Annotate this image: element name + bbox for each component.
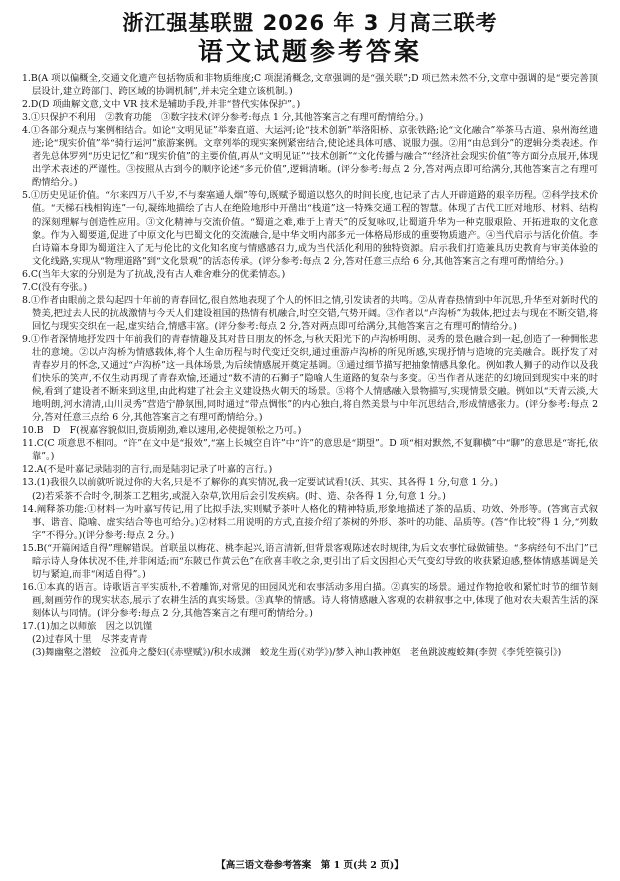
answer-text: B(“开篇闲适自得”理解错误。首联虽以梅花、桃李起兴,语言清新,但背景客观陈述农时规律,为后文农事忙碌做铺垫。“多病经句不出门”已暗示诗人身体状况不佳,并非闲适;而“东陂已作黄云色”在欣喜丰收之余,更引出了后文因担心天气变幻导致的收获紧迫感,整体情感基调是关切与紧迫,而非“闲适自得”。) xyxy=(32,542,598,580)
answer-number: 12. xyxy=(22,464,37,476)
document-title: 语文试题参考答案 xyxy=(197,37,422,66)
answer-number: 1. xyxy=(22,73,31,84)
answer-number: 10. xyxy=(22,425,37,437)
answer-item xyxy=(22,542,598,581)
answer-text: (1)加之以师旅 因之以饥馑 xyxy=(36,620,153,632)
answer-text: C(当年大家的分别是为了抗战,没有古人难舍难分的优柔情态。) xyxy=(30,268,286,280)
answer-text: D(D 项曲解文意,文中 VR 技术是辅助手段,并非“替代实体保护”。) xyxy=(30,99,301,111)
answer-text: ①本真的语言。诗歌语言平实质朴,不着雕饰,对常见的田园风光和农事活动多用白描。②真实的场景。通过作物抢收和紧忙时节的细节刻画,刻画劳作的现实状态,展示了农耕生活的真实场景。③真挚的情感。诗人将情感融入客观的农耕叙事之中,体现了他对农夫艰苦生活的深刻体认与同情。(评分参考:每点 2 分,其他答案言之有理可酌情给分。) xyxy=(32,581,598,619)
answer-text: (1)我很久以前就听说过你的大名,只是不了解你的真实情况,我一定要试试看!(沃、其实、其各得 1 分,句意 1 分。) xyxy=(36,477,498,489)
answer-text: 阐释茶功能:①材料一为叶嘉写传记,用了比拟手法,实则赋予茶叶人格化的精神特质,形象地描述了茶的品质、功效、外形等。(答寓言式叙事、谐音、隐喻、虚实结合等也可给分。)②材料二用说明的方式,直接介绍了茶树的外形、茶叶的功能、品质等。(答“作比较”得 1 分,“列数字”不得分。)(评分参考:每点 2 分。) xyxy=(32,503,598,541)
answer-item xyxy=(22,503,598,542)
answer-item xyxy=(22,424,598,437)
answer-number: 8. xyxy=(22,294,31,306)
answer-number: 15. xyxy=(22,542,37,554)
answer-item xyxy=(22,98,598,111)
answer-sub-item: (2)过春风十里 尽荠麦青青 xyxy=(32,634,148,646)
answer-number: 7. xyxy=(22,281,31,293)
answer-text: B(A 项以偏概全,交通文化遗产包括物质和非物质维度;C 项混淆概念,文章强调的是“强关联”;D 项已然未然不分,文章中强调的是“要完善顶层设计,建立跨部门、跨区域的协调机制”,并未完全建立该机制。) xyxy=(30,73,598,98)
answer-text: B D F(视嘉容貌似旧,资质刚劲,难以速用,必使提领松之乃可。) xyxy=(36,425,302,437)
answer-item xyxy=(22,281,598,294)
answer-item xyxy=(22,333,598,424)
answer-number: 5. xyxy=(22,190,31,202)
answer-item xyxy=(22,294,598,333)
answer-text: ①只保护不利用 ②教育功能 ③数字技术(评分参考:每点 1 分,其他答案言之有理可酌情给分。) xyxy=(30,112,424,124)
answer-number: 2. xyxy=(22,99,31,111)
answer-item xyxy=(22,463,598,476)
answer-number: 16. xyxy=(22,581,37,593)
answer-text: ①历史见证价值。“尔来四万八千岁,不与秦塞通人烟”等句,既赋予蜀道以悠久的时间长度,也记录了古人开辟道路的艰辛历程。②科学技术价值。“天梯石栈相钩连”一句,凝练地描绘了古人在绝险地形中开凿出“栈道”这一特殊交通工程的智慧。体现了古代工匠对地形、材料、结构的深刻理解与创造性应用。③文化精神与交流价值。“蜀道之难,难于上青天”的反复咏叹,让蜀道升华为一种克服艰险、开拓进取的文化意象。作为入蜀要道,促进了中原文化与巴蜀文化的交流融合,是中华文明内部多元一体格局形成的重要物质遗产。④当代启示与活化价值。李白诗篇本身即为蜀道注入了无与伦比的文化知名度与情感感召力,成为当代活化利用的独特资源。启示我们打造兼具历史教育与审美体验的文化线路,实现从“物理道路”到“文化景观”的活态传承。(评分参考:每点 2 分,答对任意三点给 6 分,其他答案言之有理可酌情给分。) xyxy=(30,190,598,267)
page-footer: 【高三语文卷参考答案 第 1 页(共 2 页)】 xyxy=(216,860,404,871)
answer-sub-item: (2)若采茶不合时令,制茶工艺粗劣,或混入杂草,饮用后会引发疾病。(时、造、杂各得 1 分,句意 1 分。) xyxy=(32,490,446,502)
answer-number: 17. xyxy=(22,620,37,632)
answer-number: 9. xyxy=(22,333,31,345)
answer-item xyxy=(22,189,598,267)
answer-item xyxy=(22,111,598,124)
answer-number: 6. xyxy=(22,268,31,280)
answer-list xyxy=(22,72,598,659)
answer-item xyxy=(22,620,598,633)
answer-number: 3. xyxy=(22,112,31,124)
answer-sub-item: (3)舞幽壑之潜蛟 泣孤舟之嫠妇(《赤壁赋》)/积水成渊 蛟龙生焉(《劝学》)/梦入神山教神妪 老鱼跳波瘦蛟舞(李贺《李凭箜篌引》) xyxy=(32,647,562,659)
answer-item xyxy=(22,476,598,489)
answer-item xyxy=(22,437,598,463)
answer-text: ①作者由眼前之景勾起四十年前的青春回忆,很自然地表现了个人的怀旧之情,引发读者的共鸣。②从青春热情到中年沉思,升华至对新时代的赞美,把过去人民的抗战激情与今天人们建设祖国的热情有机融合,时空交错,气势开阔。③作者以“卢沟桥”为载体,把过去与现在不断交错,将回忆与现实交织在一起,虚实结合,情感丰富。(评分参考:每点 2 分,答对两点即可给满分,其他答案言之有理可酌情给分。) xyxy=(30,294,598,332)
answer-text: ①各部分观点与案例相结合。如论“文明见证”举秦直道、大运河;论“技术创新”举洛阳桥、京张铁路;论“文化融合”举茶马古道、泉州海丝遗迹;论“现实价值”举“骑行运河”旅游案例。文章列举的现实案例紧密结合,使论述具体可感、说服力强。②用“由总到分”的逻辑分类表述。作者先总体罗列“历史记忆”和“现实价值”的主要价值,再从“文明见证”“技术创新”“文化传播与融合”“经济社会现实价值”等方面分点展开,体现出学术表述的严谨性。③按照从古到今的顺序论述“多元价值”,逻辑清晰。(评分参考:每点 2 分,答对两点即可给满分,其他答案言之有理可酌情给分。) xyxy=(30,125,598,189)
answer-number: 4. xyxy=(22,125,31,137)
answer-text: A(不是叶嘉记录陆羽的言行,而是陆羽记录了叶嘉的言行。) xyxy=(36,464,273,476)
answer-item xyxy=(22,268,598,281)
answer-number: 14. xyxy=(22,503,37,515)
answer-number: 13. xyxy=(22,477,37,489)
answer-text: C(C 项意思不相同。“许”在文中是“报效”,“塞上长城空自许”中“许”的意思是“期望”。D 项“相对默然,不复聊横”中“聊”的意思是“寄托,依靠”。) xyxy=(32,438,598,463)
answer-text: C(没有夸张。) xyxy=(30,281,88,293)
exam-title: 浙江强基联盟 2026 年 3 月高三联考 xyxy=(122,11,498,35)
answer-text: ①作者深情地抒发四十年前我们的青春情趣及其对昔日朋友的怀念,与秋天阳光下的卢沟桥明朗、灵秀的景色融合到一起,创造了一种惆怅悲壮的意境。②以卢沟桥为情感载体,将个人生命历程与时代变迁交织,通过重游卢沟桥的所见所感,实现抒情与造境的完美融合。既抒发了对青春岁月的怀念,又通过“卢沟桥”这一具体场景,为后续情感展开奠定基调。③通过细节描写把抽象情感具象化。例如教人狮子的动作以及我们快乐的笑声,不仅生动再现了青春欢愉,还通过“数不清的石狮子”隐喻人生道路的复杂与多变。④当作者从迷茫的幻境回到现实中来的时候,看到了建设者不断来到这里,由此构建了社会主义建设热火朝天的场景。⑤将个人情感融入景物描写,实现情景交融。例如以“天青云淡,大地明朗,河水清清,山川灵秀”营造宁静氛围,同时通过“带点惆怅”的内心独白,将自然美景与中年沉思结合,形成情感张力。(评分参考:每点 2 分,答对任意三点给 6 分,其他答案言之有理可酌情给分。) xyxy=(30,333,598,424)
answer-item xyxy=(22,124,598,189)
answer-item xyxy=(22,72,598,98)
answer-number: 11. xyxy=(22,438,37,450)
answer-item xyxy=(22,581,598,620)
